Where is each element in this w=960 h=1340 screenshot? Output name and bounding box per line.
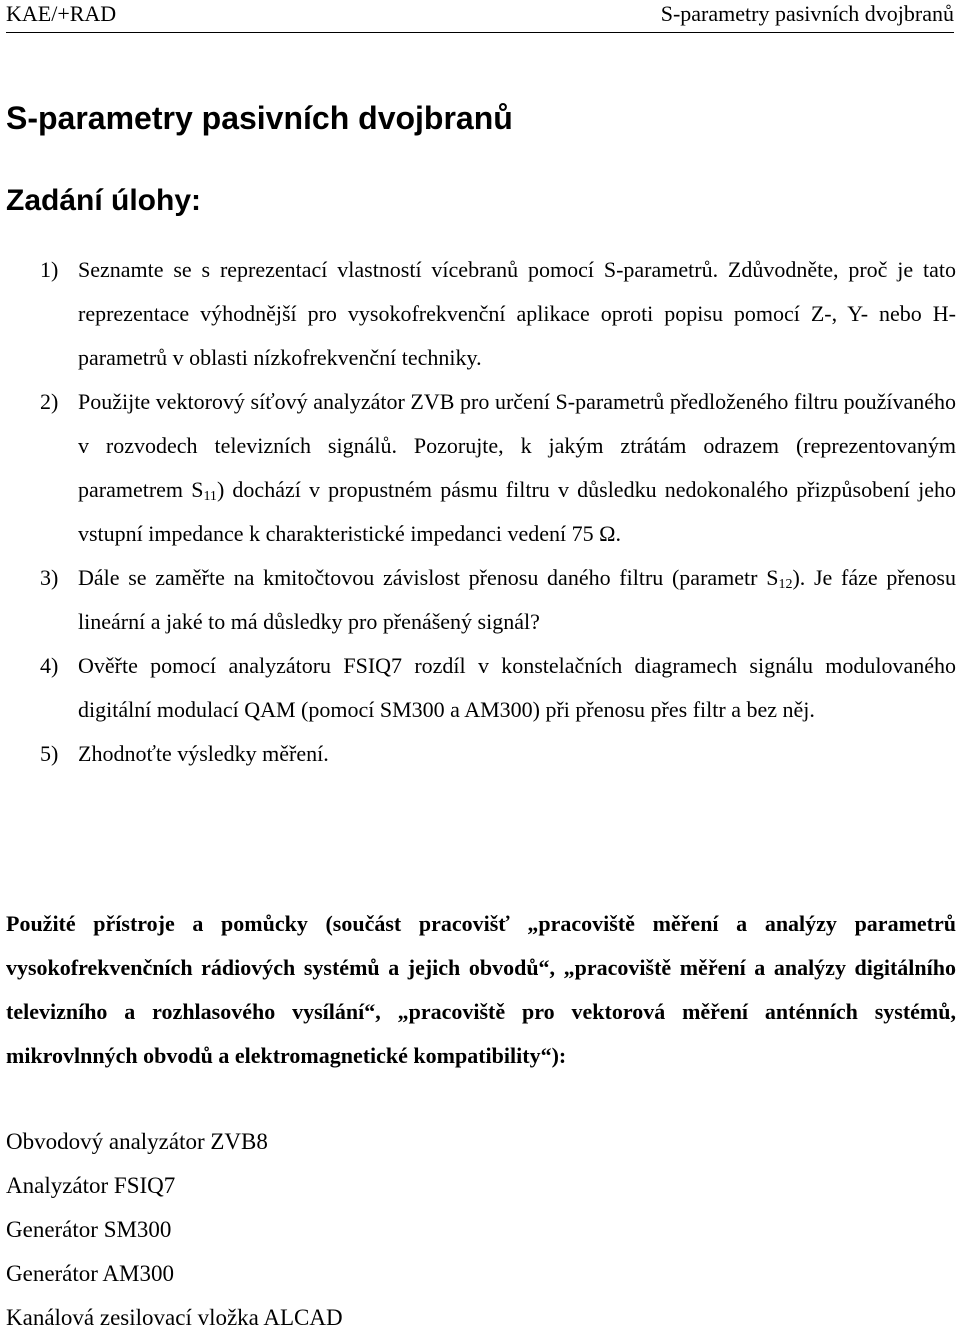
header-right-text: S-parametry pasivních dvojbranů <box>660 1 954 26</box>
task-number: 3) <box>40 565 59 590</box>
equipment-item: Kanálová zesilovací vložka ALCAD <box>6 1305 343 1330</box>
task-item-5 <box>40 732 956 776</box>
task-text-continued: ). Je fáze přenosu lineární a jaké to má důsledky pro přenášený signál? <box>78 565 956 634</box>
task-subscript: 11 <box>203 489 217 504</box>
task-item-1 <box>40 248 956 380</box>
header-left-text: KAE/+RAD <box>6 1 117 26</box>
task-text: Dále se zaměřte na kmitočtovou závislost přenosu daného filtru (parametr S <box>78 565 779 590</box>
task-number: 5) <box>40 741 59 766</box>
equipment-item: Obvodový analyzátor ZVB8 <box>6 1129 268 1154</box>
task-item-3 <box>40 556 956 644</box>
task-number: 2) <box>40 389 59 414</box>
task-number: 1) <box>40 257 59 282</box>
task-text: Použijte vektorový síťový analyzátor ZVB pro určení S-parametrů předloženého filtru používaného v rozvodech televizních signálů. Pozorujte, k jakým ztrátám odrazem (reprezentovaným parametrem S <box>78 389 956 502</box>
task-item-4 <box>40 644 956 732</box>
document-title: S-parametry pasivních dvojbranů <box>6 100 513 136</box>
task-subscript: 12 <box>778 577 793 592</box>
page-header <box>6 0 954 33</box>
equipment-item: Generátor AM300 <box>6 1261 174 1286</box>
task-item-2 <box>40 380 956 556</box>
assignment-heading: Zadání úlohy: <box>6 184 201 217</box>
equipment-list <box>6 1120 343 1340</box>
task-number: 4) <box>40 653 59 678</box>
task-text-continued: ) dochází v propustném pásmu filtru v důsledku nedokonalého přizpůsobení jeho vstupní impedance k charakteristické impedanci vedení 75 Ω. <box>78 477 956 546</box>
equipment-heading: Použité přístroje a pomůcky (součást pracovišť „pracoviště měření a analýzy parametrů vysokofrekvenčních rádiových systémů a jejich obvodů“, „pracoviště měření a analýzy digitálního televizního a rozhlasového vysílání“, „pracoviště pro vektorová měření anténních systémů, mikrovlnných obvodů a elektromagnetické kompatibility“): <box>6 911 956 1068</box>
task-text: Seznamte se s reprezentací vlastností vícebranů pomocí S-parametrů. Zdůvodněte, proč je tato reprezentace výhodnější pro vysokofrekvenční aplikace oproti popisu pomocí Z-, Y- nebo H-parametrů v oblasti nízkofrekvenční techniky. <box>78 257 956 370</box>
equipment-item: Analyzátor FSIQ7 <box>6 1173 176 1198</box>
equipment-item: Generátor SM300 <box>6 1217 172 1242</box>
task-list <box>40 248 956 776</box>
task-text: Ověřte pomocí analyzátoru FSIQ7 rozdíl v konstelačních diagramech signálu modulovaného digitální modulací QAM (pomocí SM300 a AM300) při přenosu přes filtr a bez něj. <box>78 653 956 722</box>
task-text: Zhodnoťte výsledky měření. <box>78 741 329 766</box>
